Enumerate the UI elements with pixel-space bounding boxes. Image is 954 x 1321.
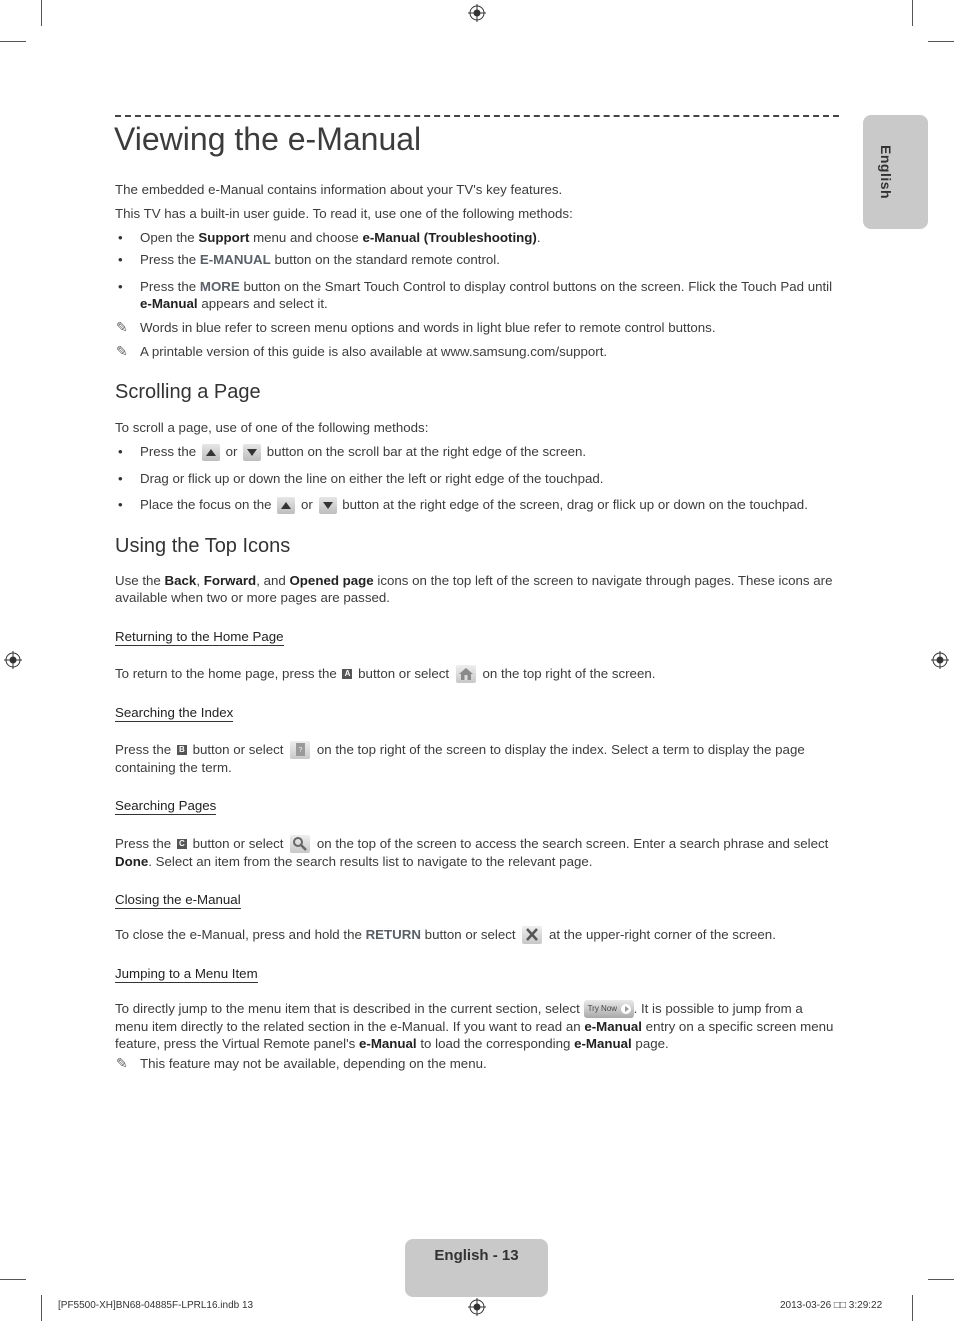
subsection-heading: Searching Pages: [115, 798, 217, 813]
b-key-icon: B: [177, 745, 187, 755]
subsection-heading: Closing the e-Manual: [115, 892, 241, 907]
scroll-down-icon: [319, 497, 337, 514]
intro-paragraph: The embedded e-Manual contains information about your TV's key features.: [115, 182, 563, 197]
crop-mark: [41, 1295, 42, 1321]
a-key-icon: A: [342, 669, 352, 679]
language-tab-label: English: [878, 145, 894, 200]
section-heading: Using the Top Icons: [115, 535, 291, 557]
index-icon: [290, 741, 310, 759]
list-item: • Press the E-MANUAL button on the standard remote control.: [140, 251, 840, 268]
page-number: English - 13: [434, 1247, 519, 1264]
subsection-heading: Returning to the Home Page: [115, 629, 284, 644]
registration-mark-icon: [4, 651, 22, 669]
paragraph: Press the C button or select on the top of the screen to access the search screen. Enter a search phrase and select Done. Select an item from the search results list to navigate to the relevant page.: [115, 836, 829, 870]
try-now-button: Try Now: [584, 1000, 634, 1018]
crop-mark: [928, 41, 954, 42]
registration-mark-icon: [468, 4, 486, 22]
play-icon: [621, 1004, 631, 1014]
search-icon: [290, 835, 310, 853]
list-item: • Place the focus on the or button at the right edge of the screen, drag or flick up or down on the touchpad.: [140, 496, 840, 514]
subsection-heading: Jumping to a Menu Item: [115, 966, 258, 981]
crop-mark: [912, 0, 913, 26]
paragraph: Use the Back, Forward, and Opened page icons on the top left of the screen to navigate through pages. These icons are available when two or more pages are passed.: [115, 573, 833, 605]
title-divider: [115, 115, 839, 117]
paragraph: To return to the home page, press the A button or select on the top right of the screen.: [115, 665, 839, 683]
crop-mark: [0, 1279, 26, 1280]
subsection-heading: Searching the Index: [115, 705, 234, 720]
scroll-down-icon: [243, 444, 261, 461]
list-item: • Drag or flick up or down the line on either the left or right edge of the touchpad.: [140, 470, 840, 487]
c-key-icon: C: [177, 839, 187, 849]
svg-text:?: ?: [298, 747, 303, 755]
footer-file-info: [PF5500-XH]BN68-04885F-LPRL16.indb 13: [58, 1300, 254, 1311]
crop-mark: [0, 41, 26, 42]
close-icon: [522, 926, 542, 944]
note-pencil-icon: ✎: [116, 343, 128, 359]
language-tab: [863, 115, 928, 229]
paragraph: To directly jump to the menu item that is described in the current section, select Try Now . It is possible to jump from a menu item directly to the related section in the e-Manual. If you want to read an e-Manual entry on a specific screen menu feature, press the Virtual Remote panel's e-Manual to load the corresponding e-Manual page.: [115, 1001, 834, 1052]
list-item: • Open the Support menu and choose e-Manual (Troubleshooting).: [140, 229, 840, 246]
registration-mark-icon: [468, 1298, 486, 1316]
section-heading: Scrolling a Page: [115, 381, 261, 403]
paragraph: To close the e-Manual, press and hold the RETURN button or select at the upper-right corner of the screen.: [115, 926, 839, 944]
note-pencil-icon: ✎: [116, 319, 128, 335]
note: ✎ A printable version of this guide is also available at www.samsung.com/support.: [116, 343, 608, 359]
crop-mark: [928, 1279, 954, 1280]
note-pencil-icon: ✎: [116, 1055, 128, 1071]
home-icon: [456, 665, 476, 683]
page-title: Viewing the e-Manual: [114, 121, 422, 157]
list-item: • Press the or button on the scroll bar at the right edge of the screen.: [140, 443, 840, 461]
crop-mark: [912, 1295, 913, 1321]
paragraph: To scroll a page, use of one of the following methods:: [115, 420, 429, 435]
footer-timestamp: 2013-03-26 □□ 3:29:22: [780, 1300, 883, 1311]
intro-paragraph: This TV has a built-in user guide. To read it, use one of the following methods:: [115, 206, 573, 221]
registration-mark-icon: [931, 651, 949, 669]
paragraph: Press the B button or select ? on the top right of the screen to display the index. Select a term to display the page containing the term.: [115, 742, 805, 776]
note: ✎ This feature may not be available, depending on the menu.: [116, 1055, 487, 1071]
scroll-up-icon: [277, 497, 295, 514]
list-item: • Press the MORE button on the Smart Touch Control to display control buttons on the screen. Flick the Touch Pad until e-Manual appears and select it.: [140, 278, 840, 312]
crop-mark: [41, 0, 42, 26]
scroll-up-icon: [202, 444, 220, 461]
note: ✎ Words in blue refer to screen menu options and words in light blue refer to remote control buttons.: [116, 319, 716, 335]
